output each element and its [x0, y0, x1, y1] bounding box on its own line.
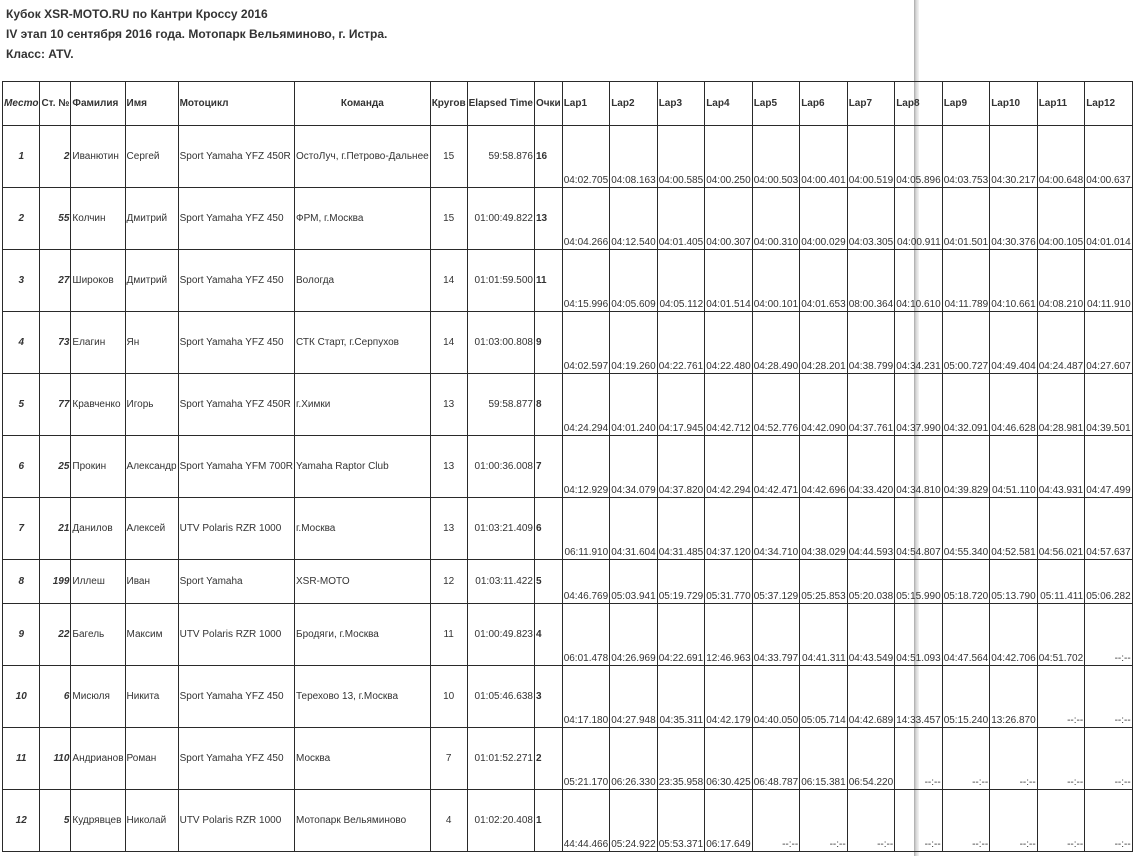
- result-laps: 12: [430, 560, 467, 604]
- result-bike: Sport Yamaha: [178, 560, 294, 604]
- result-lap-time: 04:57.637: [1085, 498, 1133, 560]
- result-lap-time: 05:00.727: [942, 312, 990, 374]
- result-lap-time: 04:00.101: [752, 250, 800, 312]
- result-lap-time: 04:51.110: [990, 436, 1038, 498]
- result-name: Ян: [125, 312, 178, 374]
- result-lap-time: 04:34.079: [610, 436, 658, 498]
- result-lap-time: 04:11.910: [1085, 250, 1133, 312]
- result-points: 3: [534, 666, 562, 728]
- result-laps: 10: [430, 666, 467, 728]
- result-start-number: 5: [40, 790, 71, 852]
- result-elapsed-time: 59:58.876: [467, 126, 534, 188]
- result-lap-time: 05:21.170: [562, 728, 610, 790]
- result-place: 1: [3, 126, 40, 188]
- page-subtitle: IV этап 10 сентября 2016 года. Мотопарк Вельяминово, г. Истра.: [6, 27, 388, 41]
- result-lap-time: 04:38.799: [847, 312, 895, 374]
- result-lap-time: 04:34.810: [895, 436, 943, 498]
- result-lap-time: 05:06.282: [1085, 560, 1133, 604]
- result-place: 8: [3, 560, 40, 604]
- result-elapsed-time: 01:00:49.823: [467, 604, 534, 666]
- result-laps: 15: [430, 188, 467, 250]
- result-points: 9: [534, 312, 562, 374]
- results-body: [3, 126, 1133, 852]
- header-lap: Lap8: [895, 82, 943, 126]
- result-surname: Елагин: [71, 312, 125, 374]
- result-lap-time: 04:12.540: [610, 188, 658, 250]
- result-name: Александр: [125, 436, 178, 498]
- result-team: Вологда: [295, 250, 431, 312]
- result-team: Москва: [295, 728, 431, 790]
- result-start-number: 6: [40, 666, 71, 728]
- result-lap-time: 04:01.653: [800, 250, 848, 312]
- result-points: 11: [534, 250, 562, 312]
- result-lap-time: 04:42.689: [847, 666, 895, 728]
- result-team: XSR-MOTO: [295, 560, 431, 604]
- result-lap-time: 04:42.294: [705, 436, 753, 498]
- table-row: [3, 604, 1133, 666]
- result-elapsed-time: 01:01:52.271: [467, 728, 534, 790]
- result-lap-time: --:--: [895, 790, 943, 852]
- result-laps: 14: [430, 312, 467, 374]
- result-lap-time: 04:37.761: [847, 374, 895, 436]
- result-lap-time: --:--: [1037, 728, 1085, 790]
- result-lap-time: --:--: [752, 790, 800, 852]
- result-surname: Иллеш: [71, 560, 125, 604]
- result-lap-time: 04:08.163: [610, 126, 658, 188]
- result-team: Терехово 13, г.Москва: [295, 666, 431, 728]
- result-surname: Прокин: [71, 436, 125, 498]
- result-bike: Sport Yamaha YFM 700R: [178, 436, 294, 498]
- result-elapsed-time: 01:03:21.409: [467, 498, 534, 560]
- result-laps: 13: [430, 498, 467, 560]
- result-elapsed-time: 01:00:36.008: [467, 436, 534, 498]
- header-lap: Lap9: [942, 82, 990, 126]
- table-row: [3, 188, 1133, 250]
- class-label: Класс: ATV.: [6, 47, 74, 61]
- result-lap-time: 04:00.585: [657, 126, 705, 188]
- result-lap-time: 04:52.776: [752, 374, 800, 436]
- result-lap-time: 04:34.231: [895, 312, 943, 374]
- result-team: г.Москва: [295, 498, 431, 560]
- result-elapsed-time: 01:00:49.822: [467, 188, 534, 250]
- result-lap-time: 05:13.790: [990, 560, 1038, 604]
- result-bike: UTV Polaris RZR 1000: [178, 604, 294, 666]
- header-bike: Мотоцикл: [178, 82, 294, 126]
- result-team: ОстоЛуч, г.Петрово-Дальнее: [295, 126, 431, 188]
- header-start-number: Ст. №: [40, 82, 71, 126]
- result-lap-time: 04:56.021: [1037, 498, 1085, 560]
- result-lap-time: 05:20.038: [847, 560, 895, 604]
- result-lap-time: 04:22.761: [657, 312, 705, 374]
- result-name: Игорь: [125, 374, 178, 436]
- result-surname: Андрианов: [71, 728, 125, 790]
- result-elapsed-time: 01:03:00.808: [467, 312, 534, 374]
- header-lap: Lap11: [1037, 82, 1085, 126]
- result-start-number: 2: [40, 126, 71, 188]
- result-lap-time: 04:15.996: [562, 250, 610, 312]
- result-lap-time: 04:01.405: [657, 188, 705, 250]
- result-points: 13: [534, 188, 562, 250]
- result-place: 3: [3, 250, 40, 312]
- result-lap-time: --:--: [1085, 666, 1133, 728]
- header-name: Имя: [125, 82, 178, 126]
- results-table: [2, 81, 1133, 852]
- result-elapsed-time: 01:03:11.422: [467, 560, 534, 604]
- result-lap-time: --:--: [1085, 604, 1133, 666]
- result-surname: Иванютин: [71, 126, 125, 188]
- result-lap-time: 04:22.480: [705, 312, 753, 374]
- result-place: 11: [3, 728, 40, 790]
- result-place: 12: [3, 790, 40, 852]
- result-laps: 11: [430, 604, 467, 666]
- result-lap-time: 23:35.958: [657, 728, 705, 790]
- result-lap-time: 04:00.310: [752, 188, 800, 250]
- result-lap-time: 04:54.807: [895, 498, 943, 560]
- result-lap-time: 04:51.093: [895, 604, 943, 666]
- result-bike: Sport Yamaha YFZ 450: [178, 188, 294, 250]
- result-lap-time: 04:42.696: [800, 436, 848, 498]
- result-lap-time: 04:00.029: [800, 188, 848, 250]
- header-team: Команда: [295, 82, 431, 126]
- result-lap-time: 06:15.381: [800, 728, 848, 790]
- result-laps: 14: [430, 250, 467, 312]
- result-bike: Sport Yamaha YFZ 450: [178, 666, 294, 728]
- result-name: Сергей: [125, 126, 178, 188]
- result-points: 5: [534, 560, 562, 604]
- result-lap-time: --:--: [1037, 790, 1085, 852]
- result-bike: Sport Yamaha YFZ 450: [178, 312, 294, 374]
- result-lap-time: 04:01.514: [705, 250, 753, 312]
- result-lap-time: 05:53.371: [657, 790, 705, 852]
- result-laps: 7: [430, 728, 467, 790]
- result-lap-time: 04:40.050: [752, 666, 800, 728]
- result-lap-time: 04:41.311: [800, 604, 848, 666]
- result-lap-time: 04:42.179: [705, 666, 753, 728]
- result-lap-time: 04:00.503: [752, 126, 800, 188]
- result-surname: Колчин: [71, 188, 125, 250]
- table-row: [3, 498, 1133, 560]
- result-lap-time: 04:46.769: [562, 560, 610, 604]
- result-name: Иван: [125, 560, 178, 604]
- result-lap-time: 04:47.564: [942, 604, 990, 666]
- result-lap-time: 04:35.311: [657, 666, 705, 728]
- header-lap: Lap10: [990, 82, 1038, 126]
- result-lap-time: 05:05.714: [800, 666, 848, 728]
- result-lap-time: 04:47.499: [1085, 436, 1133, 498]
- result-lap-time: 04:26.969: [610, 604, 658, 666]
- result-name: Алексей: [125, 498, 178, 560]
- result-team: Yamaha Raptor Club: [295, 436, 431, 498]
- result-lap-time: 04:00.401: [800, 126, 848, 188]
- result-lap-time: 08:00.364: [847, 250, 895, 312]
- result-lap-time: 04:37.990: [895, 374, 943, 436]
- result-team: Мотопарк Вельяминово: [295, 790, 431, 852]
- result-lap-time: 04:37.120: [705, 498, 753, 560]
- result-lap-time: 06:54.220: [847, 728, 895, 790]
- header-place: Место: [3, 82, 40, 126]
- table-header-row: [3, 82, 1133, 126]
- result-lap-time: --:--: [942, 728, 990, 790]
- result-lap-time: 04:39.829: [942, 436, 990, 498]
- result-laps: 4: [430, 790, 467, 852]
- result-lap-time: 04:24.294: [562, 374, 610, 436]
- result-lap-time: 04:08.210: [1037, 250, 1085, 312]
- result-surname: Кравченко: [71, 374, 125, 436]
- result-lap-time: 04:10.610: [895, 250, 943, 312]
- result-bike: Sport Yamaha YFZ 450R: [178, 374, 294, 436]
- result-lap-time: --:--: [1085, 790, 1133, 852]
- result-lap-time: 06:01.478: [562, 604, 610, 666]
- result-lap-time: --:--: [990, 790, 1038, 852]
- page-title: Кубок XSR-MOTO.RU по Кантри Кроссу 2016: [6, 7, 268, 21]
- result-lap-time: 14:33.457: [895, 666, 943, 728]
- result-lap-time: 04:17.180: [562, 666, 610, 728]
- result-lap-time: 04:05.112: [657, 250, 705, 312]
- result-place: 7: [3, 498, 40, 560]
- result-laps: 13: [430, 374, 467, 436]
- header-lap: Lap1: [562, 82, 610, 126]
- result-elapsed-time: 59:58.877: [467, 374, 534, 436]
- result-lap-time: 05:03.941: [610, 560, 658, 604]
- result-lap-time: 06:26.330: [610, 728, 658, 790]
- result-surname: Широков: [71, 250, 125, 312]
- result-lap-time: 04:02.705: [562, 126, 610, 188]
- result-lap-time: 04:01.014: [1085, 188, 1133, 250]
- result-place: 10: [3, 666, 40, 728]
- result-place: 5: [3, 374, 40, 436]
- result-lap-time: 04:04.266: [562, 188, 610, 250]
- result-team: СТК Старт, г.Серпухов: [295, 312, 431, 374]
- result-lap-time: --:--: [1085, 728, 1133, 790]
- result-name: Максим: [125, 604, 178, 666]
- result-start-number: 110: [40, 728, 71, 790]
- result-start-number: 27: [40, 250, 71, 312]
- result-bike: Sport Yamaha YFZ 450: [178, 250, 294, 312]
- result-lap-time: 04:43.931: [1037, 436, 1085, 498]
- result-lap-time: 04:00.911: [895, 188, 943, 250]
- result-points: 4: [534, 604, 562, 666]
- header-lap: Lap3: [657, 82, 705, 126]
- result-lap-time: 04:52.581: [990, 498, 1038, 560]
- result-lap-time: 04:00.637: [1085, 126, 1133, 188]
- result-lap-time: 04:17.945: [657, 374, 705, 436]
- result-bike: Sport Yamaha YFZ 450R: [178, 126, 294, 188]
- result-start-number: 73: [40, 312, 71, 374]
- result-lap-time: 04:28.981: [1037, 374, 1085, 436]
- result-name: Никита: [125, 666, 178, 728]
- result-team: ФРМ, г.Москва: [295, 188, 431, 250]
- result-lap-time: 05:18.720: [942, 560, 990, 604]
- result-lap-time: 05:37.129: [752, 560, 800, 604]
- result-lap-time: 04:05.896: [895, 126, 943, 188]
- result-bike: UTV Polaris RZR 1000: [178, 790, 294, 852]
- result-start-number: 55: [40, 188, 71, 250]
- result-lap-time: --:--: [847, 790, 895, 852]
- result-lap-time: 04:28.201: [800, 312, 848, 374]
- result-lap-time: 04:02.597: [562, 312, 610, 374]
- header-lap: Lap6: [800, 82, 848, 126]
- result-place: 9: [3, 604, 40, 666]
- result-lap-time: 04:43.549: [847, 604, 895, 666]
- result-elapsed-time: 01:02:20.408: [467, 790, 534, 852]
- table-row: [3, 250, 1133, 312]
- result-lap-time: 04:01.501: [942, 188, 990, 250]
- result-lap-time: 04:00.648: [1037, 126, 1085, 188]
- result-lap-time: 04:05.609: [610, 250, 658, 312]
- result-lap-time: 04:38.029: [800, 498, 848, 560]
- result-lap-time: 04:10.661: [990, 250, 1038, 312]
- table-row: [3, 312, 1133, 374]
- result-lap-time: 05:25.853: [800, 560, 848, 604]
- result-surname: Багель: [71, 604, 125, 666]
- result-lap-time: 04:39.501: [1085, 374, 1133, 436]
- result-lap-time: 04:00.250: [705, 126, 753, 188]
- result-lap-time: 04:12.929: [562, 436, 610, 498]
- table-row: [3, 126, 1133, 188]
- result-start-number: 199: [40, 560, 71, 604]
- result-lap-time: 04:34.710: [752, 498, 800, 560]
- header-lap: Lap5: [752, 82, 800, 126]
- result-lap-time: 04:55.340: [942, 498, 990, 560]
- result-lap-time: 04:32.091: [942, 374, 990, 436]
- result-lap-time: --:--: [895, 728, 943, 790]
- result-name: Дмитрий: [125, 188, 178, 250]
- result-name: Николай: [125, 790, 178, 852]
- result-lap-time: 04:49.404: [990, 312, 1038, 374]
- result-lap-time: 04:30.376: [990, 188, 1038, 250]
- result-lap-time: 04:19.260: [610, 312, 658, 374]
- result-lap-time: 06:48.787: [752, 728, 800, 790]
- result-lap-time: 04:42.471: [752, 436, 800, 498]
- result-surname: Данилов: [71, 498, 125, 560]
- result-lap-time: 04:33.797: [752, 604, 800, 666]
- table-row: [3, 436, 1133, 498]
- result-team: г.Химки: [295, 374, 431, 436]
- result-lap-time: 04:24.487: [1037, 312, 1085, 374]
- result-lap-time: 04:30.217: [990, 126, 1038, 188]
- result-start-number: 77: [40, 374, 71, 436]
- result-lap-time: 05:15.990: [895, 560, 943, 604]
- result-lap-time: --:--: [1037, 666, 1085, 728]
- result-lap-time: 05:15.240: [942, 666, 990, 728]
- result-lap-time: 12:46.963: [705, 604, 753, 666]
- result-lap-time: 04:22.691: [657, 604, 705, 666]
- result-lap-time: 04:00.307: [705, 188, 753, 250]
- result-lap-time: 05:19.729: [657, 560, 705, 604]
- result-elapsed-time: 01:01:59.500: [467, 250, 534, 312]
- result-lap-time: 04:31.604: [610, 498, 658, 560]
- result-lap-time: 04:31.485: [657, 498, 705, 560]
- result-lap-time: 05:31.770: [705, 560, 753, 604]
- result-lap-time: 05:11.411: [1037, 560, 1085, 604]
- page-header: [6, 4, 911, 64]
- result-points: 1: [534, 790, 562, 852]
- table-row: [3, 560, 1133, 604]
- result-place: 2: [3, 188, 40, 250]
- result-lap-time: 04:44.593: [847, 498, 895, 560]
- result-lap-time: 13:26.870: [990, 666, 1038, 728]
- result-lap-time: 04:37.820: [657, 436, 705, 498]
- result-surname: Кудрявцев: [71, 790, 125, 852]
- result-points: 2: [534, 728, 562, 790]
- result-lap-time: 04:42.712: [705, 374, 753, 436]
- table-row: [3, 728, 1133, 790]
- result-laps: 15: [430, 126, 467, 188]
- result-lap-time: 04:33.420: [847, 436, 895, 498]
- header-lap: Lap4: [705, 82, 753, 126]
- result-lap-time: 04:27.607: [1085, 312, 1133, 374]
- result-points: 6: [534, 498, 562, 560]
- result-lap-time: --:--: [800, 790, 848, 852]
- result-points: 8: [534, 374, 562, 436]
- result-name: Роман: [125, 728, 178, 790]
- table-row: [3, 374, 1133, 436]
- result-lap-time: 04:01.240: [610, 374, 658, 436]
- result-lap-time: 04:42.706: [990, 604, 1038, 666]
- result-start-number: 25: [40, 436, 71, 498]
- result-lap-time: --:--: [942, 790, 990, 852]
- result-lap-time: 04:11.789: [942, 250, 990, 312]
- result-place: 6: [3, 436, 40, 498]
- header-lap: Lap2: [610, 82, 658, 126]
- header-lap: Lap12: [1085, 82, 1133, 126]
- result-name: Дмитрий: [125, 250, 178, 312]
- result-lap-time: 04:00.105: [1037, 188, 1085, 250]
- result-bike: Sport Yamaha YFZ 450: [178, 728, 294, 790]
- result-surname: Мисюля: [71, 666, 125, 728]
- header-surname: Фамилия: [71, 82, 125, 126]
- result-bike: UTV Polaris RZR 1000: [178, 498, 294, 560]
- result-laps: 13: [430, 436, 467, 498]
- header-lap: Lap7: [847, 82, 895, 126]
- result-start-number: 21: [40, 498, 71, 560]
- result-points: 7: [534, 436, 562, 498]
- result-lap-time: 04:03.305: [847, 188, 895, 250]
- result-lap-time: 04:27.948: [610, 666, 658, 728]
- result-place: 4: [3, 312, 40, 374]
- result-elapsed-time: 01:05:46.638: [467, 666, 534, 728]
- table-row: [3, 666, 1133, 728]
- result-lap-time: 44:44.466: [562, 790, 610, 852]
- result-lap-time: 06:17.649: [705, 790, 753, 852]
- result-lap-time: 06:30.425: [705, 728, 753, 790]
- result-lap-time: 04:46.628: [990, 374, 1038, 436]
- result-points: 16: [534, 126, 562, 188]
- result-lap-time: --:--: [990, 728, 1038, 790]
- header-points: Очки: [534, 82, 562, 126]
- header-laps: Кругов: [430, 82, 467, 126]
- result-lap-time: 04:42.090: [800, 374, 848, 436]
- result-lap-time: 04:28.490: [752, 312, 800, 374]
- result-team: Бродяги, г.Москва: [295, 604, 431, 666]
- table-row: [3, 790, 1133, 852]
- result-lap-time: 04:00.519: [847, 126, 895, 188]
- result-lap-time: 04:51.702: [1037, 604, 1085, 666]
- header-elapsed-time: Elapsed Time: [467, 82, 534, 126]
- result-start-number: 22: [40, 604, 71, 666]
- result-lap-time: 04:03.753: [942, 126, 990, 188]
- result-lap-time: 06:11.910: [562, 498, 610, 560]
- result-lap-time: 05:24.922: [610, 790, 658, 852]
